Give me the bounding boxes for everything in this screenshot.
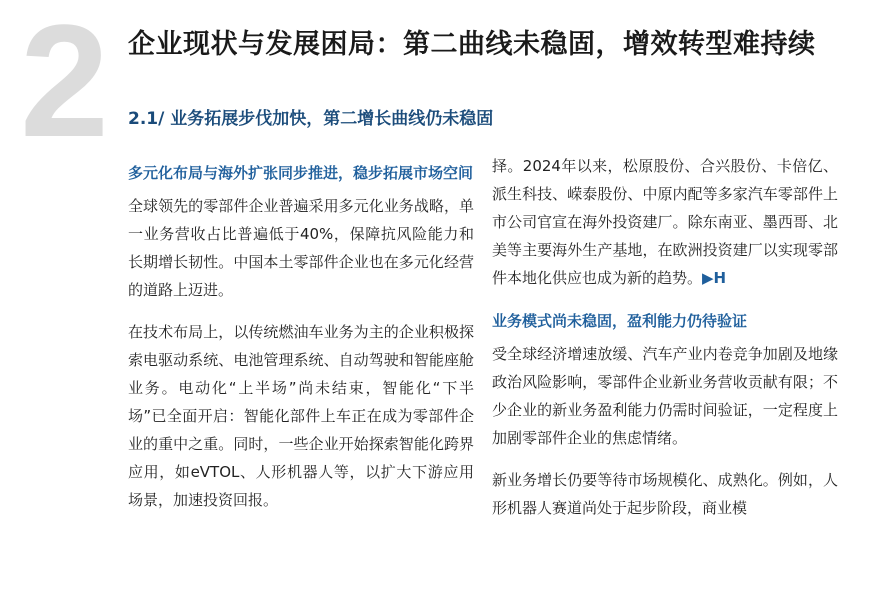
- right-continued-text: 择。2024年以来，松原股份、合兴股份、卡倍亿、派生科技、嵘泰股份、中原内配等多家汽车零部件上市公司官宣在海外投资建厂。除东南亚、墨西哥、北美等主要海外生产基地，在欧洲投资建厂以实现零部件本地化供应也成为新的趋势。: [492, 157, 838, 287]
- left-sub-heading: 多元化布局与海外扩张同步推进，稳步拓展市场空间: [128, 164, 474, 182]
- right-paragraph-1: 受全球经济增速放缓、汽车产业内卷竞争加剧及地缘政治风险影响，零部件企业新业务营收贡献有限；不少企业的新业务盈利能力仍需时间验证，一定程度上加剧零部件企业的焦虑情绪。: [492, 345, 838, 447]
- right-paragraph-2: 新业务增长仍要等待市场规模化、成熟化。例如，人形机器人赛道尚处于起步阶段，商业模: [492, 471, 838, 517]
- section-title: 2.1/ 业务拓展步伐加快，第二增长曲线仍未稳固: [128, 109, 494, 129]
- left-paragraph-2: 在技术布局上，以传统燃油车业务为主的企业积极探索电驱动系统、电池管理系统、自动驾驶和智能座舱业务。电动化“上半场”尚未结束，智能化“下半场”已全面开启：智能化部件上车正在成为零部件企业的重中之重。同时，一些企业开始探索智能化跨界应用，如eVTOL、人形机器人等，以扩大下游应用场景，加速投资回报。: [128, 323, 474, 509]
- chapter-number: 2: [20, 0, 105, 170]
- left-paragraph-1: 全球领先的零部件企业普遍采用多元化业务战略，单一业务营收占比普遍低于40%，保障抗风险能力和长期增长韧性。中国本土零部件企业也在多元化经营的道路上迈进。: [128, 197, 474, 299]
- chapter-title: 企业现状与发展困局：第二曲线未稳固，增效转型难持续: [128, 29, 816, 60]
- right-sub-heading: 业务模式尚未稳固，盈利能力仍待验证: [492, 312, 748, 330]
- reference-tag[interactable]: ▶H: [702, 269, 727, 287]
- right-column: [492, 152, 838, 536]
- left-column: [128, 160, 474, 528]
- right-continued-paragraph: [492, 152, 838, 292]
